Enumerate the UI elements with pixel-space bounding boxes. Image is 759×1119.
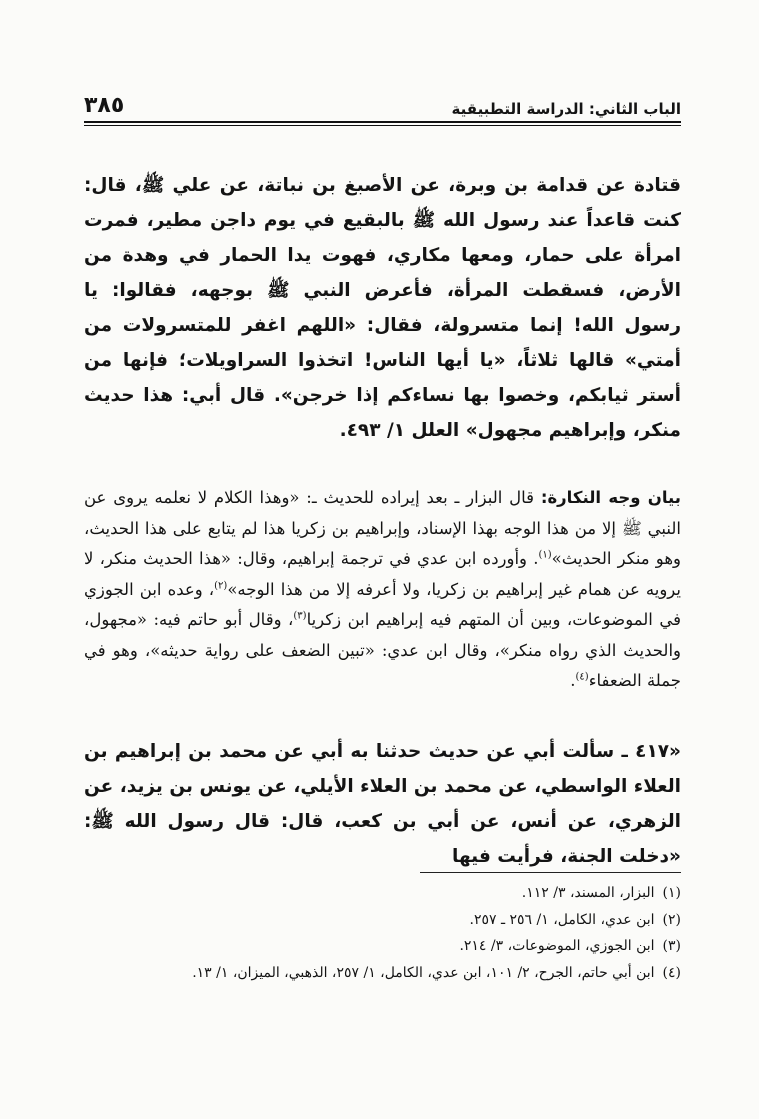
hadith-417: «٤١٧ ـ سألت أبي عن حديث حدثنا به أبي عن محمد بن إبراهيم بن العلاء الواسطي، عن محمد بن العلاء الأيلي، عن يونس بن يزيد، عن الزهري، عن أنس، عن أبي بن كعب، قال: قال رسول الله ﷺ: «دخلت الجنة، فرأيت فيها <box>84 741 681 867</box>
footnote-separator <box>420 872 681 873</box>
commentary-text-c: ، وعده ابن الجوزي في الموضوعات، وبين أن المتهم فيه إبراهيم ابن زكريا <box>84 579 681 629</box>
footnote-item <box>84 907 681 934</box>
footnotes-list <box>84 880 681 986</box>
commentary-heading: بيان وجه النكارة: <box>540 488 681 507</box>
footnote-ref-1[interactable]: (١) <box>538 549 552 561</box>
footnote-text: ابن الجوزي، الموضوعات، ٣/ ٢١٤. <box>459 938 655 954</box>
commentary-paragraph <box>84 483 681 697</box>
commentary-text-d: ، وقال أبو حاتم فيه: «مجهول، والحديث الذي رواه منكر»، وقال ابن عدي: «تبين الضعف على رواية حديثه»، وهو في جملة الضعفاء <box>84 610 681 690</box>
page-number: ٣٨٥ <box>84 93 125 118</box>
commentary-text-e: . <box>570 671 576 690</box>
page-header <box>84 88 681 118</box>
footnote-number: (٤) <box>662 964 681 981</box>
hadith-text-continued: قتادة عن قدامة بن وبرة، عن الأصبغ بن نباتة، عن علي ﷺ، قال: كنت قاعداً عند رسول الله ﷺ بالبقيع في يوم داجن مطير، فمرت امرأة على حمار، ومعها مكاري، فهوت يدا الحمار في وهدة من الأرض، فسقطت المرأة، فأعرض النبي ﷺ بوجهه، فقالوا: يا رسول الله! إنما متسرولة، فقال: «اللهم اغفر للمتسرولات من أمتي» قالها ثلاثاً، «يا أيها الناس! اتخذوا السراويلات؛ فإنها من أستر ثيابكم، وخصوا بها نساءكم إذا خرجن». قال أبي: هذا حديث منكر، وإبراهيم مجهول» العلل ١/ ٤٩٣. <box>84 175 681 441</box>
footnote-ref-4[interactable]: (٤) <box>575 671 589 683</box>
footnote-number: (٢) <box>662 911 681 928</box>
footnote-ref-2[interactable]: (٢) <box>214 580 228 591</box>
commentary-text-b: . وأورده ابن عدي في ترجمة إبراهيم، وقال: «هذا الحديث منكر، لا يرويه عن همام غير إبراهيم بن زكريا، ولا أعرفه إلا من هذا الوجه» <box>84 549 681 599</box>
footnote-number: (٣) <box>662 938 681 954</box>
footnote-ref-3[interactable]: (٣) <box>293 610 307 622</box>
footnote-text: ابن أبي حاتم، الجرح، ٢/ ١٠١، ابن عدي، الكامل، ١/ ٢٥٧، الذهبي، الميزان، ١/ ١٣. <box>192 964 655 981</box>
footnote-item <box>84 960 681 987</box>
footnote-text: ابن عدي، الكامل، ١/ ٢٥٦ ـ ٢٥٧. <box>469 911 655 928</box>
footnote-item <box>84 933 681 960</box>
running-head: الباب الثاني: الدراسة التطبيقية <box>451 100 681 118</box>
header-rule <box>84 121 681 126</box>
footnote-item <box>84 880 681 907</box>
footnote-number: (١) <box>662 885 681 901</box>
commentary-text-a: قال البزار ـ بعد إيراده للحديث ـ: «وهذا الكلام لا نعلمه يروى عن النبي ﷺ إلا من هذا الوجه بهذا الإسناد، وإبراهيم بن زكريا هذا لم يتابع على هذا الحديث، وهو منكر الحديث» <box>84 488 681 568</box>
footnote-text: البزار، المسند، ٣/ ١١٢. <box>521 885 655 901</box>
